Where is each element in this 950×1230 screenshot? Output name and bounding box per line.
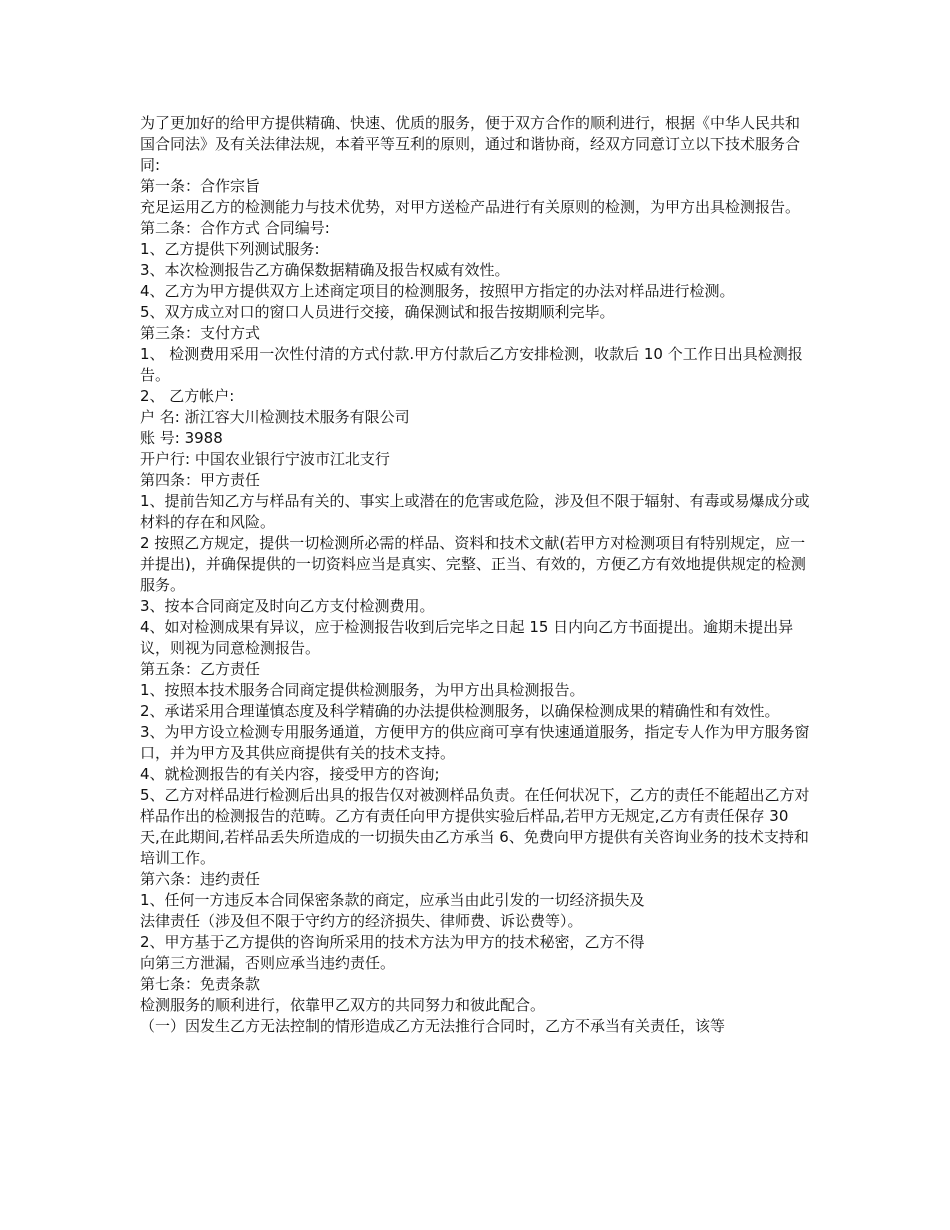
- paragraph: 1、按照本技术服务合同商定提供检测服务，为甲方出具检测报告。: [140, 681, 585, 699]
- paragraph: （一）因发生乙方无法控制的情形造成乙方无法推行合同时，乙方不承当有关责任，该等: [140, 1017, 726, 1035]
- paragraph: 5、双方成立对口的窗口人员进行交接，确保测试和报告按期顺利完毕。: [140, 303, 615, 321]
- account-name: 户 名: 浙江容大川检测技术服务有限公司: [140, 408, 410, 426]
- article-5-heading: 第五条：乙方责任: [140, 660, 261, 678]
- account-number: 账 号: 3988: [140, 429, 223, 447]
- paragraph: 3、按本合同商定及时向乙方支付检测费用。: [140, 597, 435, 615]
- paragraph: 4、就检测报告的有关内容，接受甲方的咨询;: [140, 765, 440, 783]
- paragraph: 2、承诺采用合理谨慎态度及科学精确的办法提供检测服务，以确保检测成果的精确性和有效性。: [140, 702, 780, 720]
- article-7-heading: 第七条：免责条款: [140, 975, 261, 993]
- paragraph: 1、乙方提供下列测试服务:: [140, 240, 320, 258]
- contract-body: [140, 113, 812, 1037]
- paragraph: 1、提前告知乙方与样品有关的、事实上或潜在的危害或危险，涉及但不限于辐射、有毒或易爆成分或材料的存在和风险。: [140, 492, 810, 531]
- paragraph: 向第三方泄漏，否则应承当违约责任。: [140, 954, 396, 972]
- article-1-heading: 第一条：合作宗旨: [140, 177, 261, 195]
- paragraph: 2、 乙方帐户:: [140, 387, 235, 405]
- paragraph: 1、任何一方违反本合同保密条款的商定，应承当由此引发的一切经济损失及: [140, 891, 645, 909]
- paragraph: 3、本次检测报告乙方确保数据精确及报告权威有效性。: [140, 261, 510, 279]
- bank-name: 开户行: 中国农业银行宁波市江北支行: [140, 450, 390, 468]
- intro-paragraph: 为了更加好的给甲方提供精确、快速、优质的服务，便于双方合作的顺利进行，根据《中华人民共和国合同法》及有关法律法规，本着平等互利的原则，通过和谐协商，经双方同意订立以下技术服务合同:: [140, 114, 801, 174]
- article-2-heading: 第二条：合作方式 合同编号:: [140, 219, 330, 237]
- paragraph: 充足运用乙方的检测能力与技术优势，对甲方送检产品进行有关原则的检测，为甲方出具检测报告。: [140, 198, 801, 216]
- paragraph: 4、如对检测成果有异议，应于检测报告收到后完毕之日起 15 日内向乙方书面提出。逾期未提出异议，则视为同意检测报告。: [140, 618, 794, 657]
- article-4-heading: 第四条：甲方责任: [140, 471, 261, 489]
- paragraph: 2、甲方基于乙方提供的咨询所采用的技术方法为甲方的技术秘密，乙方不得: [140, 933, 645, 951]
- paragraph: 1、 检测费用采用一次性付清的方式付款.甲方付款后乙方安排检测，收款后 10 个工作日出具检测报告。: [140, 345, 803, 384]
- paragraph: 2 按照乙方规定，提供一切检测所必需的样品、资料和技术文献(若甲方对检测项目有特别规定，应一并提出)，并确保提供的一切资料应当是真实、完整、正当、有效的，方便乙方有效地提供规定的检测服务。: [140, 534, 806, 594]
- paragraph: 检测服务的顺利进行，依靠甲乙双方的共同努力和彼此配合。: [140, 996, 546, 1014]
- article-6-heading: 第六条：违约责任: [140, 870, 261, 888]
- article-3-heading: 第三条：支付方式: [140, 324, 261, 342]
- paragraph: 3、为甲方设立检测专用服务通道，方便甲方的供应商可享有快速通道服务，指定专人作为甲方服务窗口，并为甲方及其供应商提供有关的技术支持。: [140, 723, 810, 762]
- paragraph: 5、乙方对样品进行检测后出具的报告仅对被测样品负责。在任何状况下，乙方的责任不能超出乙方对样品作出的检测报告的范畴。乙方有责任向甲方提供实验后样品,若甲方无规定,乙方有责任保存 30 天,在此期间,若样品丢失所造成的一切损失由乙方承当 6、免费向甲方提供有关咨询业务的技术支持和培训工作。: [140, 786, 810, 867]
- paragraph: 4、乙方为甲方提供双方上述商定项目的检测服务，按照甲方指定的办法对样品进行检测。: [140, 282, 735, 300]
- paragraph: 法律责任（涉及但不限于守约方的经济损失、律师费、诉讼费等）。: [140, 912, 583, 930]
